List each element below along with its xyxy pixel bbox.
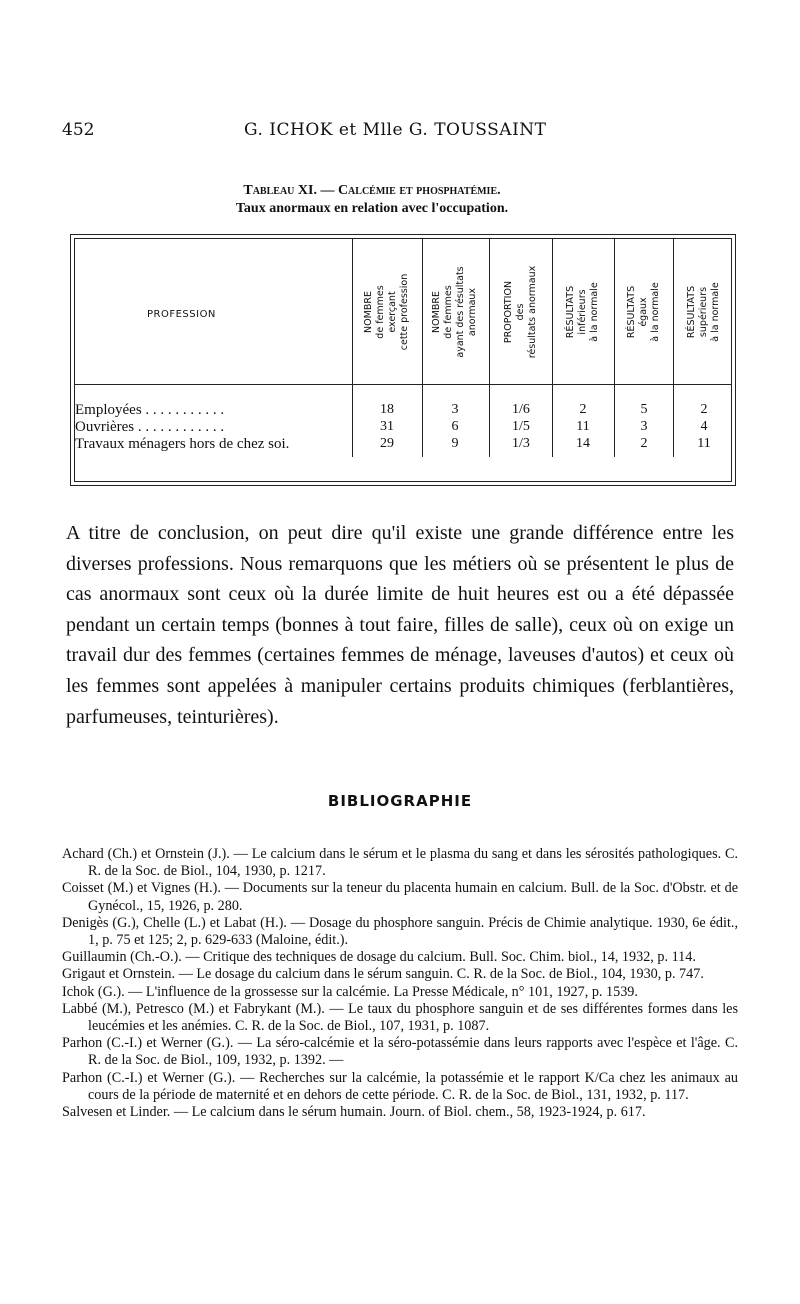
reference-item: Grigaut et Ornstein. — Le dosage du calcium dans le sérum sanguin. C. R. de la Soc. de Biol., 104, 1930, p. 747. — [62, 966, 704, 983]
table-cell: 11 — [697, 436, 711, 451]
conclusion-paragraph: A titre de conclusion, on peut dire qu'il existe une grande différence entre les diverses professions. Nous remarquons que les métiers où se présentent le plus de cas anormaux sont ceux où la durée limite de huit heures est ou a été dépassée pendant un certain temps (bonnes à tout faire, filles de salle), ceux où on exige un travail dur des femmes (certaines femmes de ménage, laveuses d'autos) et ceux où les femmes sont appelées à manipuler certains produits chimiques (ferblantières, parfumeuses, teinturières). — [66, 522, 734, 728]
column-header — [675, 239, 733, 384]
reference-item: Labbé (M.), Petresco (M.) et Fabrykant (M.). — Le taux du phosphore sanguin et de ses différentes formes dans les leucémies et les anémies. C. R. de la Soc. de Biol., 107, 1931, p. 1087. — [62, 1000, 738, 1035]
table-cell: 31 — [380, 419, 394, 434]
reference-item: Ichok (G.). — L'influence de la grossesse sur la calcémie. La Presse Médicale, n° 101, 1927, p. 1539. — [62, 983, 638, 1000]
column-divider — [352, 239, 353, 457]
column-header-text: PROPORTION des résultats anormaux — [503, 265, 538, 358]
table-caption — [62, 182, 682, 218]
column-header-text: RÉSULTATS inférieurs à la normale — [565, 281, 600, 342]
reference-item: Coisset (M.) et Vignes (H.). — Documents sur la teneur du placenta humain en calcium. Bull. de la Soc. d'Obstr. et de Gynécol., 15, 1926, p. 280. — [62, 880, 738, 914]
column-header-text: NOMBRE de femmes ayant des résultats anormaux — [431, 265, 478, 358]
column-divider — [673, 239, 674, 457]
table-cell: 18 — [380, 402, 394, 417]
table-frame — [74, 238, 732, 482]
table-cell: 6 — [451, 419, 459, 434]
table-cell: 2 — [579, 402, 587, 417]
table-cell: 1/6 — [512, 402, 530, 417]
column-header — [358, 239, 416, 384]
reference-item: Parhon (C.-I.) et Werner (G.). — La séro-calcémie et la séro-potassémie dans leurs rapports avec l'espèce et l'âge. C. R. de la Soc. de Biol., 109, 1932, p. 1392. — — [62, 1035, 738, 1069]
row-label: Travaux ménagers hors de chez soi. — [75, 436, 290, 452]
table-cell: 29 — [380, 436, 394, 451]
page-number: 452 — [62, 120, 95, 140]
table-cell: 9 — [451, 436, 459, 451]
table-cell: 1/3 — [512, 436, 530, 451]
table-title-line1: Tableau XI. — Calcémie et phosphatémie. — [243, 183, 501, 198]
table-cell: 2 — [700, 402, 708, 417]
column-header — [426, 239, 484, 384]
table-cell: 5 — [640, 402, 648, 417]
table-cell: 3 — [640, 419, 648, 434]
column-header — [615, 239, 673, 384]
data-table — [70, 234, 736, 486]
table-cell: 3 — [451, 402, 459, 417]
column-header-text: RÉSULTATS supérieurs à la normale — [686, 281, 721, 342]
column-header-text: NOMBRE de femmes exerçant cette profession — [363, 273, 410, 350]
row-label: Employées . . . . . . . . . . . — [75, 402, 225, 418]
profession-header: PROFESSION — [147, 309, 216, 320]
table-cell: 14 — [576, 436, 590, 451]
column-header-text: RÉSULTATS égaux à la normale — [626, 281, 661, 342]
column-header — [492, 239, 550, 384]
reference-item: Denigès (G.), Chelle (L.) et Labat (H.). — Dosage du phosphore sanguin. Précis de Chimie analytique. 1930, 6e édit., 1, p. 75 et 125; 2, p. 629-633 (Maloine, édit.). — [62, 914, 738, 949]
bibliography-heading: BIBLIOGRAPHIE — [327, 792, 473, 810]
reference-item: Achard (Ch.) et Ornstein (J.). — Le calcium dans le sérum et le plasma du sang et dans les sérosités pathologiques. C. R. de la Soc. de Biol., 104, 1930, p. 1217. — [62, 846, 738, 880]
bibliography-list — [62, 846, 738, 1121]
table-cell: 1/5 — [512, 419, 530, 434]
reference-item: Salvesen et Linder. — Le calcium dans le sérum humain. Journ. of Biol. chem., 58, 1923-1924, p. 617. — [62, 1104, 646, 1121]
column-header — [554, 239, 612, 384]
column-divider — [489, 239, 490, 457]
reference-item: Parhon (C.-I.) et Werner (G.). — Recherches sur la calcémie, la potassémie et le rapport K/Ca chez les animaux au cours de la période de maternité et en dehors de cette période. C. R. de la Soc. de Biol., 131, 1932, p. 117. — [62, 1069, 738, 1103]
table-cell: 2 — [640, 436, 648, 451]
row-label: Ouvrières . . . . . . . . . . . . — [75, 419, 225, 435]
page-header — [62, 120, 682, 146]
table-cell: 11 — [576, 419, 590, 434]
reference-item: Guillaumin (Ch.-O.). — Critique des techniques de dosage du calcium. Bull. Soc. Chim. biol., 14, 1932, p. 114. — [62, 949, 696, 966]
header-rule — [75, 384, 731, 385]
table-title-line2: Taux anormaux en relation avec l'occupation. — [235, 201, 509, 216]
column-divider — [422, 239, 423, 457]
running-title: G. ICHOK et Mlle G. TOUSSAINT — [244, 120, 547, 140]
column-divider — [552, 239, 553, 457]
table-cell: 4 — [700, 419, 708, 434]
